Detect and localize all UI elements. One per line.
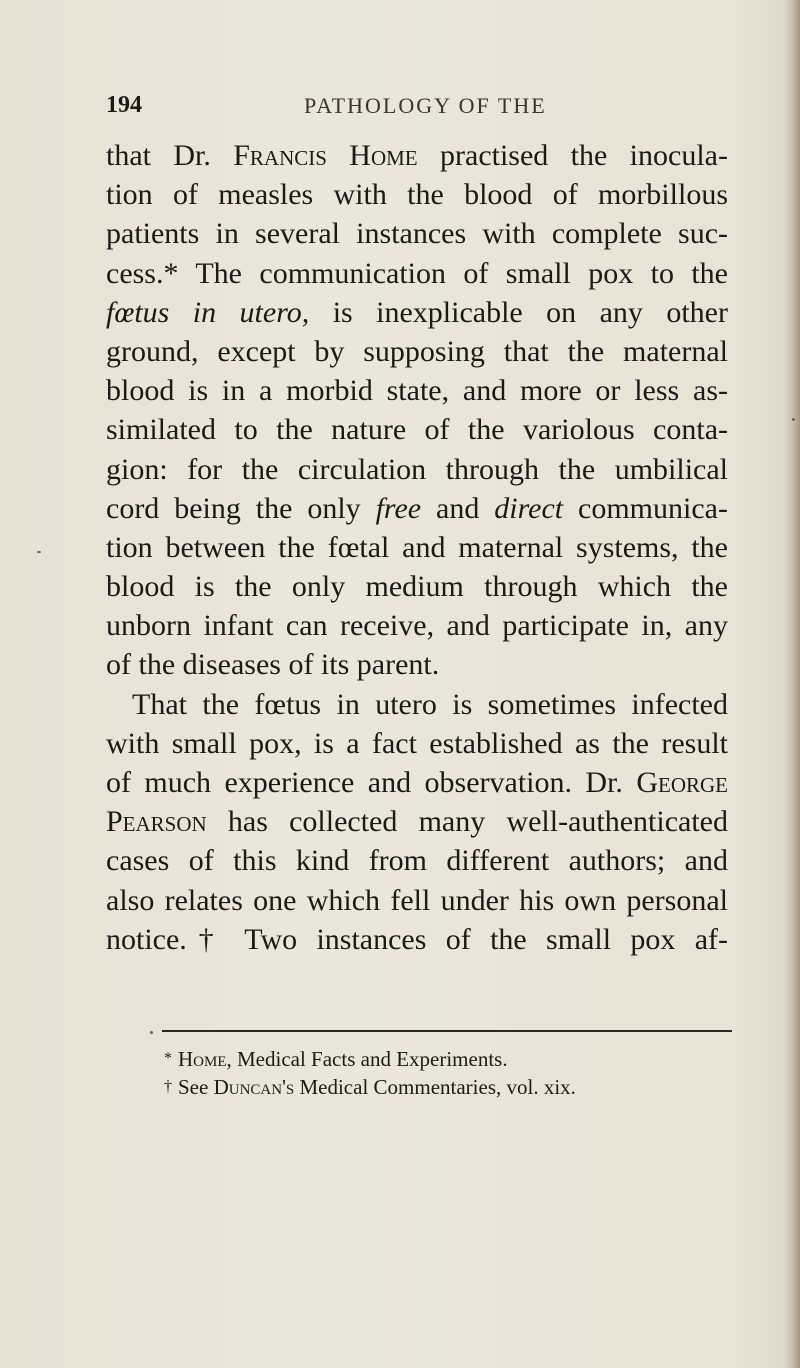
text-line (106, 293, 728, 332)
text-run: That the fœtus in utero is sometimes infected (132, 687, 728, 721)
text-line (106, 450, 728, 489)
text-run: tion of measles with the blood of morbillous (106, 178, 728, 212)
text-run: of much experience and observation. Dr. (106, 766, 637, 799)
text-run: fœtus in utero, (106, 295, 310, 329)
page-edge-shadow (784, 0, 800, 1368)
text-line (106, 371, 728, 410)
text-run: free (375, 491, 422, 525)
text-line (106, 214, 728, 253)
text-run: tion between the fœtal and maternal systems, the (106, 530, 728, 564)
text-line (106, 606, 728, 645)
text-run: blood is the only medium through which the (106, 570, 728, 604)
text-run: Home (178, 1047, 227, 1071)
footnote-rule (162, 1030, 732, 1032)
text-run: patients in several instances with complete suc- (106, 217, 728, 251)
text-line (106, 685, 728, 724)
text-run: See (178, 1075, 214, 1099)
text-line (106, 920, 728, 959)
text-run: George (636, 766, 728, 799)
text-line (106, 881, 728, 920)
body-text (106, 136, 728, 959)
text-line (106, 136, 728, 175)
footnotes (164, 1045, 724, 1101)
text-line (106, 724, 728, 763)
text-run: Duncan's (213, 1075, 295, 1099)
text-line (106, 254, 728, 293)
text-run: Medical Commentaries, vol. xix. (294, 1075, 576, 1099)
running-head (106, 92, 706, 122)
text-run: gion: for the circulation through the umbilical (106, 452, 728, 486)
text-run: that Dr. (106, 139, 234, 172)
text-run: unborn infant can receive, and participate in, any (106, 609, 728, 643)
text-run: also relates one which fell under his own personal (106, 883, 728, 917)
text-line (106, 645, 728, 684)
text-line (106, 567, 728, 606)
text-run: blood is in a morbid state, and more or less as- (106, 374, 728, 408)
text-line (106, 841, 728, 880)
text-run: of the diseases of its parent. (106, 648, 440, 682)
running-title: PATHOLOGY OF THE (304, 93, 547, 118)
text-line (106, 175, 728, 214)
page-number: 194 (106, 92, 142, 118)
footnote-mark: † (164, 1078, 172, 1095)
text-line (106, 410, 728, 449)
text-line (106, 332, 728, 371)
text-line (106, 802, 728, 841)
text-run: and (421, 491, 495, 525)
footnote (164, 1073, 724, 1101)
text-run: cord being the only (106, 491, 376, 525)
text-run: is inexplicable on any other (309, 295, 728, 329)
text-run: ground, except by supposing that the maternal (106, 334, 728, 368)
text-run: cases of this kind from different authors; and (106, 844, 728, 878)
footnote-mark: * (164, 1050, 172, 1067)
text-run: notice.† Two instances of the small pox af- (106, 922, 728, 956)
text-run: Pearson (106, 805, 207, 839)
paper-speck (792, 418, 795, 421)
text-run: , Medical Facts and Experiments. (226, 1047, 508, 1071)
text-run: communica- (563, 491, 728, 525)
text-run: with small pox, is a fact established as the result (106, 726, 728, 760)
text-run: similated to the nature of the variolous conta- (106, 413, 728, 447)
paper-speck (37, 551, 41, 553)
text-run: practised the inocula- (417, 139, 728, 172)
text-line (106, 528, 728, 567)
text-run: Francis Home (233, 139, 418, 172)
paper-speck (150, 1031, 153, 1034)
footnote (164, 1045, 724, 1073)
text-line (106, 763, 728, 802)
text-run: direct (494, 491, 564, 525)
text-run: cess.* The communication of small pox to the (106, 256, 728, 290)
text-run: has collected many well-authenticated (206, 805, 728, 839)
text-line (106, 489, 728, 528)
